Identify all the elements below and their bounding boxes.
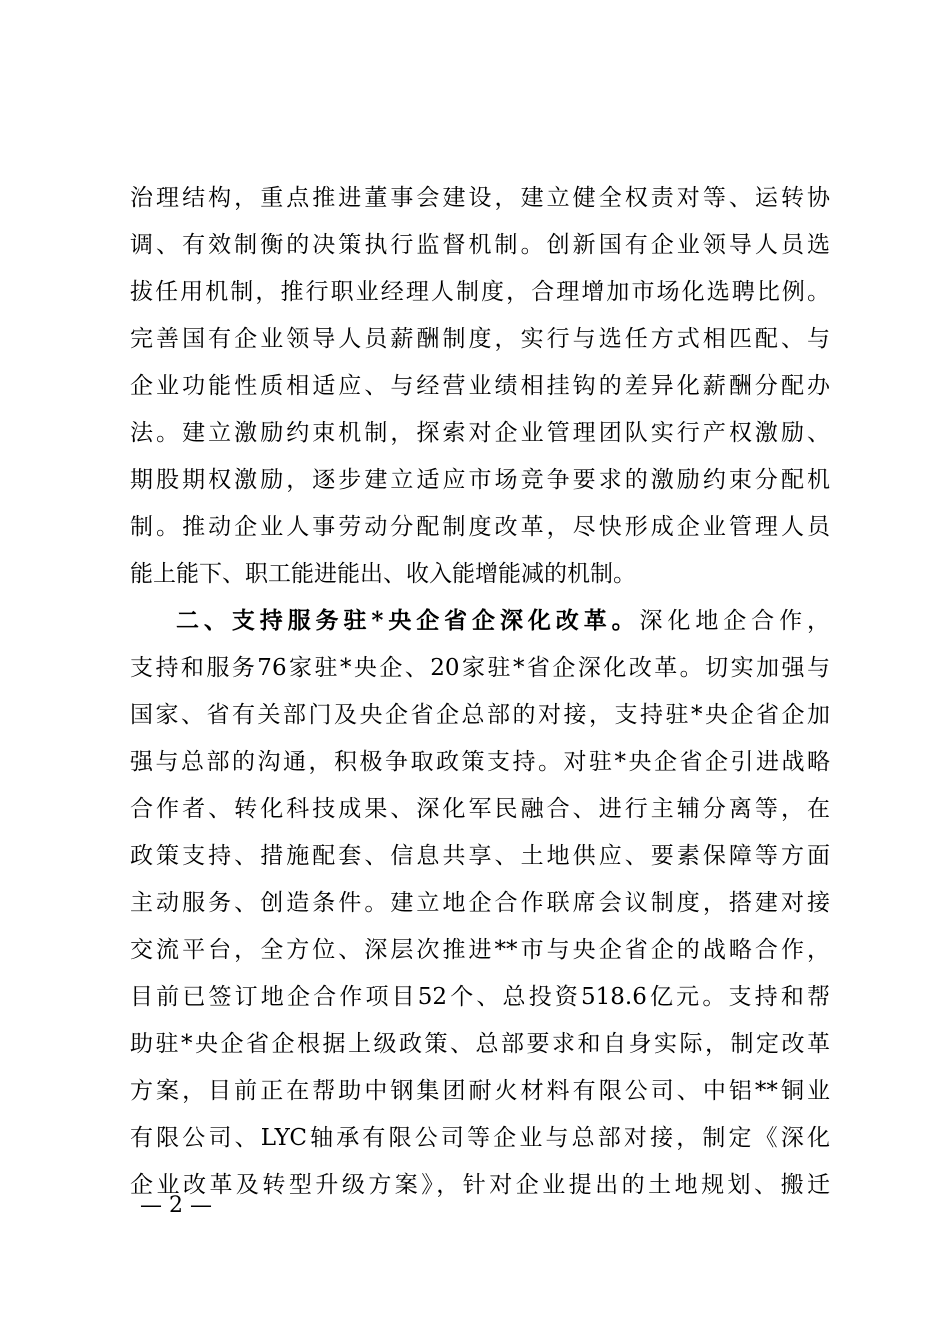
body-text-line: 强与总部的沟通，积极争取政策支持。对驻*央企省企引进战略 [130,749,830,775]
body-text-line: 主动服务、创造条件。建立地企合作联席会议制度，搭建对接 [130,890,830,916]
body-text-span: 深化地企合作， [639,608,831,634]
body-text-line: 目前已签订地企合作项目52个、总投资518.6亿元。支持和帮 [130,984,830,1010]
body-text-line: 交流平台，全方位、深层次推进**市与央企省企的战略合作， [130,937,830,963]
section-heading: 二、支持服务驻*央企省企深化改革。 [176,607,640,634]
body-text-line: 方案，目前正在帮助中钢集团耐火材料有限公司、中铝**铜业 [130,1078,830,1104]
body-text-line: 企业改革及转型升级方案》，针对企业提出的土地规划、搬迁 [130,1172,830,1198]
body-text-line: 治理结构，重点推进董事会建设，建立健全权责对等、运转协 [130,185,830,211]
body-text-line: 拔任用机制，推行职业经理人制度，合理增加市场化选聘比例。 [130,279,830,305]
body-text-line: 有限公司、LYC轴承有限公司等企业与总部对接，制定《深化 [130,1125,830,1151]
body-text-line: 支持和服务76家驻*央企、20家驻*省企深化改革。切实加强与 [130,655,830,681]
body-text-line: 政策支持、措施配套、信息共享、土地供应、要素保障等方面 [130,843,830,869]
body-text-line: 国家、省有关部门及央企省企总部的对接，支持驻*央企省企加 [130,702,830,728]
page-number: — 2 — [140,1193,212,1218]
body-text-line: 法。建立激励约束机制，探索对企业管理团队实行产权激励、 [130,420,830,446]
body-text-line: 企业功能性质相适应、与经营业绩相挂钩的差异化薪酬分配办 [130,373,830,399]
body-text-line: 制。推动企业人事劳动分配制度改革，尽快形成企业管理人员 [130,514,830,540]
paragraph-first-line [176,606,830,636]
body-text-line: 完善国有企业领导人员薪酬制度，实行与选任方式相匹配、与 [130,326,830,352]
body-text-line: 期股期权激励，逐步建立适应市场竞争要求的激励约束分配机 [130,467,830,493]
body-text-line: 调、有效制衡的决策执行监督机制。创新国有企业领导人员选 [130,232,830,258]
body-text-line: 能上能下、职工能进能出、收入能增能减的机制。 [130,561,636,587]
body-text-line: 合作者、转化科技成果、深化军民融合、进行主辅分离等，在 [130,796,830,822]
body-text-line: 助驻*央企省企根据上级政策、总部要求和自身实际，制定改革 [130,1031,830,1057]
